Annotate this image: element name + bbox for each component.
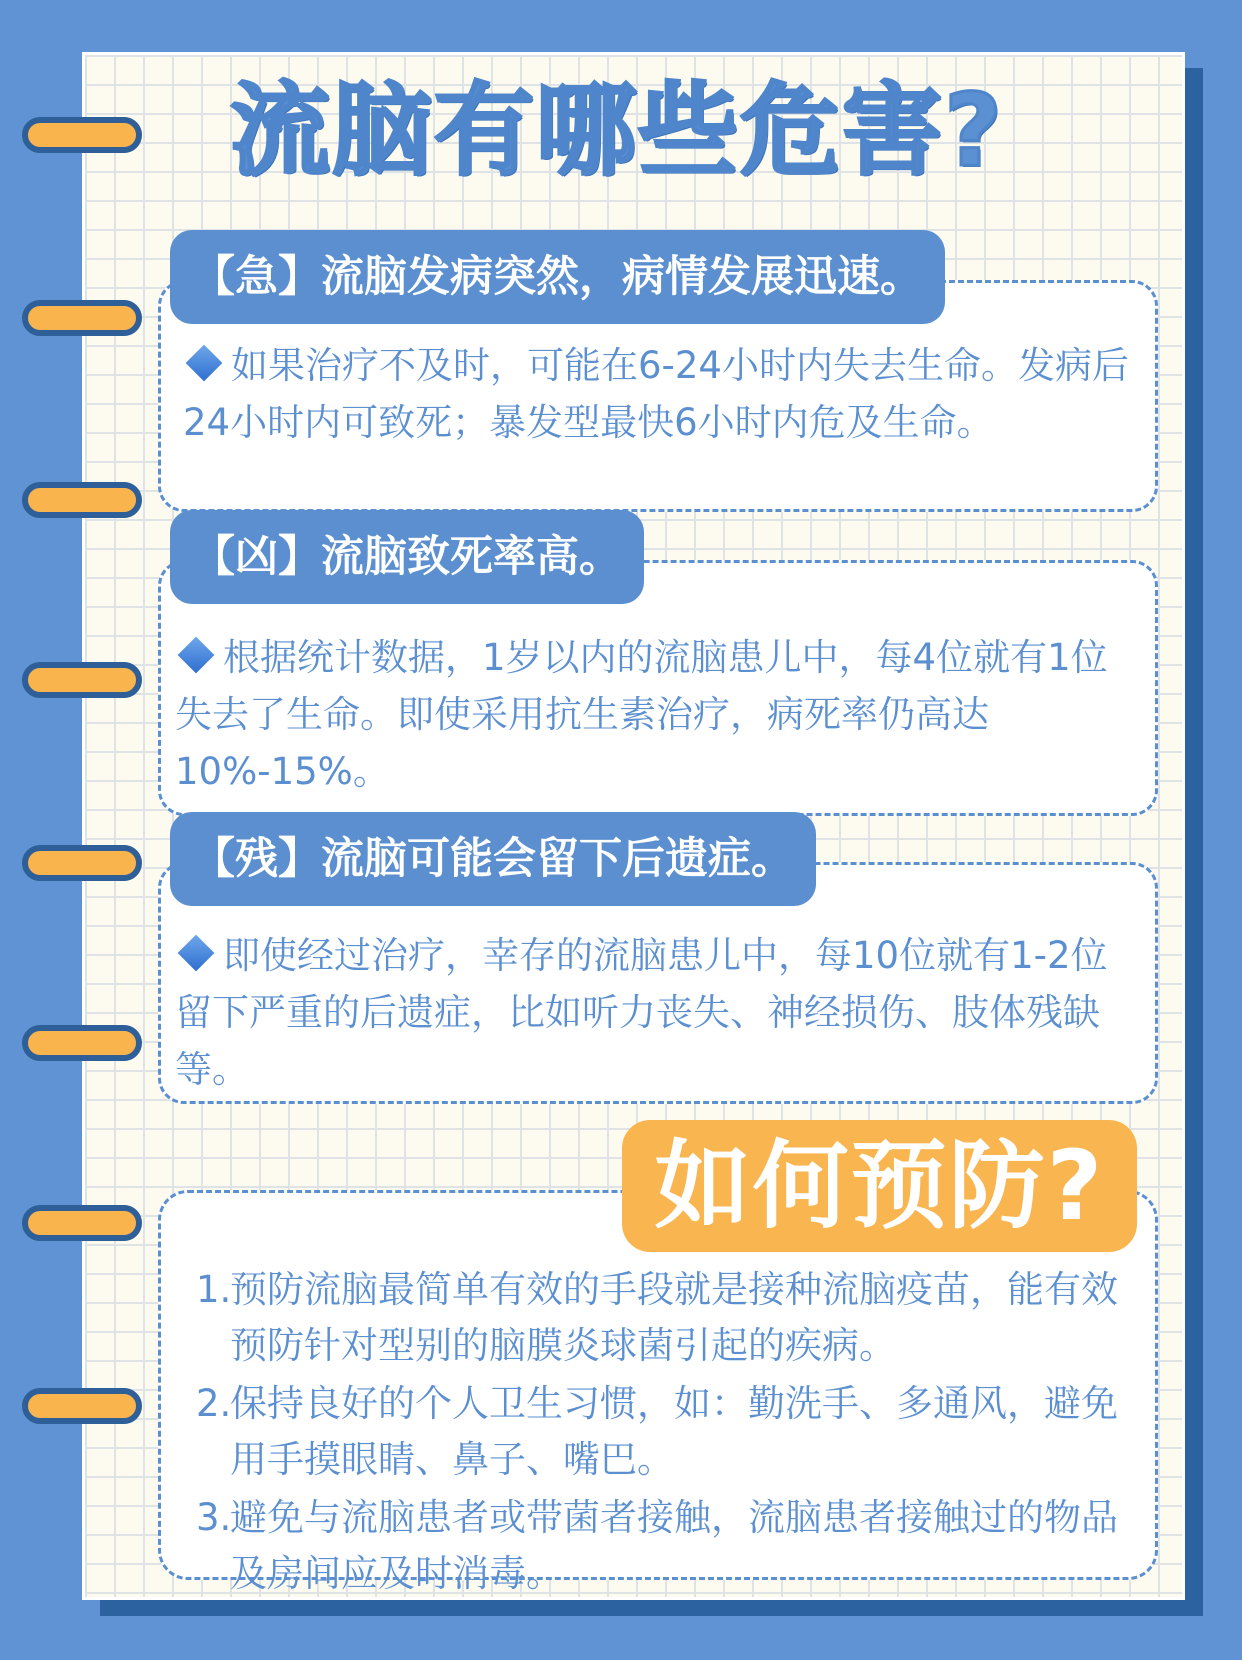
hazard-header-disability: 【残】流脑可能会留下后遗症。 bbox=[170, 812, 816, 906]
binder-ring-icon bbox=[22, 1025, 142, 1061]
binder-ring-icon bbox=[22, 482, 142, 518]
list-item bbox=[190, 1262, 1140, 1374]
list-text: 预防流脑最简单有效的手段就是接种流脑疫苗，能有效预防针对型别的脑膜炎球菌引起的疾病。 bbox=[230, 1268, 1118, 1367]
hazard-text: 即使经过治疗，幸存的流脑患儿中，每10位就有1-2位留下严重的后遗症，比如听力丧失、神经损伤、肢体残缺等。 bbox=[175, 934, 1108, 1091]
binder-ring-icon bbox=[22, 845, 142, 881]
hazard-header-urgent: 【急】流脑发病突然，病情发展迅速。 bbox=[170, 230, 945, 324]
binder-ring-icon bbox=[22, 662, 142, 698]
diamond-icon bbox=[178, 637, 215, 674]
binder-ring-icon bbox=[22, 300, 142, 336]
hazard-text: 根据统计数据，1岁以内的流脑患儿中，每4位就有1位失去了生命。即使采用抗生素治疗，病死率仍高达10%-15%。 bbox=[175, 636, 1108, 793]
hazard-header-deadly: 【凶】流脑致死率高。 bbox=[170, 510, 644, 604]
prevention-list bbox=[190, 1262, 1140, 1604]
binder-ring-icon bbox=[22, 1205, 142, 1241]
hazard-text: 如果治疗不及时，可能在6-24小时内失去生命。发病后24小时内可致死；暴发型最快6小时内危及生命。 bbox=[183, 344, 1129, 444]
list-item bbox=[190, 1490, 1140, 1602]
list-text: 保持良好的个人卫生习惯，如：勤洗手、多通风，避免用手摸眼睛、鼻子、嘴巴。 bbox=[230, 1382, 1118, 1481]
diamond-icon bbox=[178, 935, 215, 972]
list-item bbox=[190, 1376, 1140, 1488]
binder-ring-icon bbox=[22, 117, 142, 153]
binder-ring-icon bbox=[22, 1388, 142, 1424]
page-title: 流脑有哪些危害? bbox=[230, 72, 1005, 189]
list-number: 1. bbox=[196, 1268, 232, 1311]
diamond-icon bbox=[186, 345, 223, 382]
list-text: 避免与流脑患者或带菌者接触，流脑患者接触过的物品及房间应及时消毒。 bbox=[230, 1496, 1118, 1595]
prevention-title: 如何预防? bbox=[622, 1120, 1137, 1252]
list-number: 2. bbox=[196, 1382, 232, 1425]
list-number: 3. bbox=[196, 1496, 232, 1539]
